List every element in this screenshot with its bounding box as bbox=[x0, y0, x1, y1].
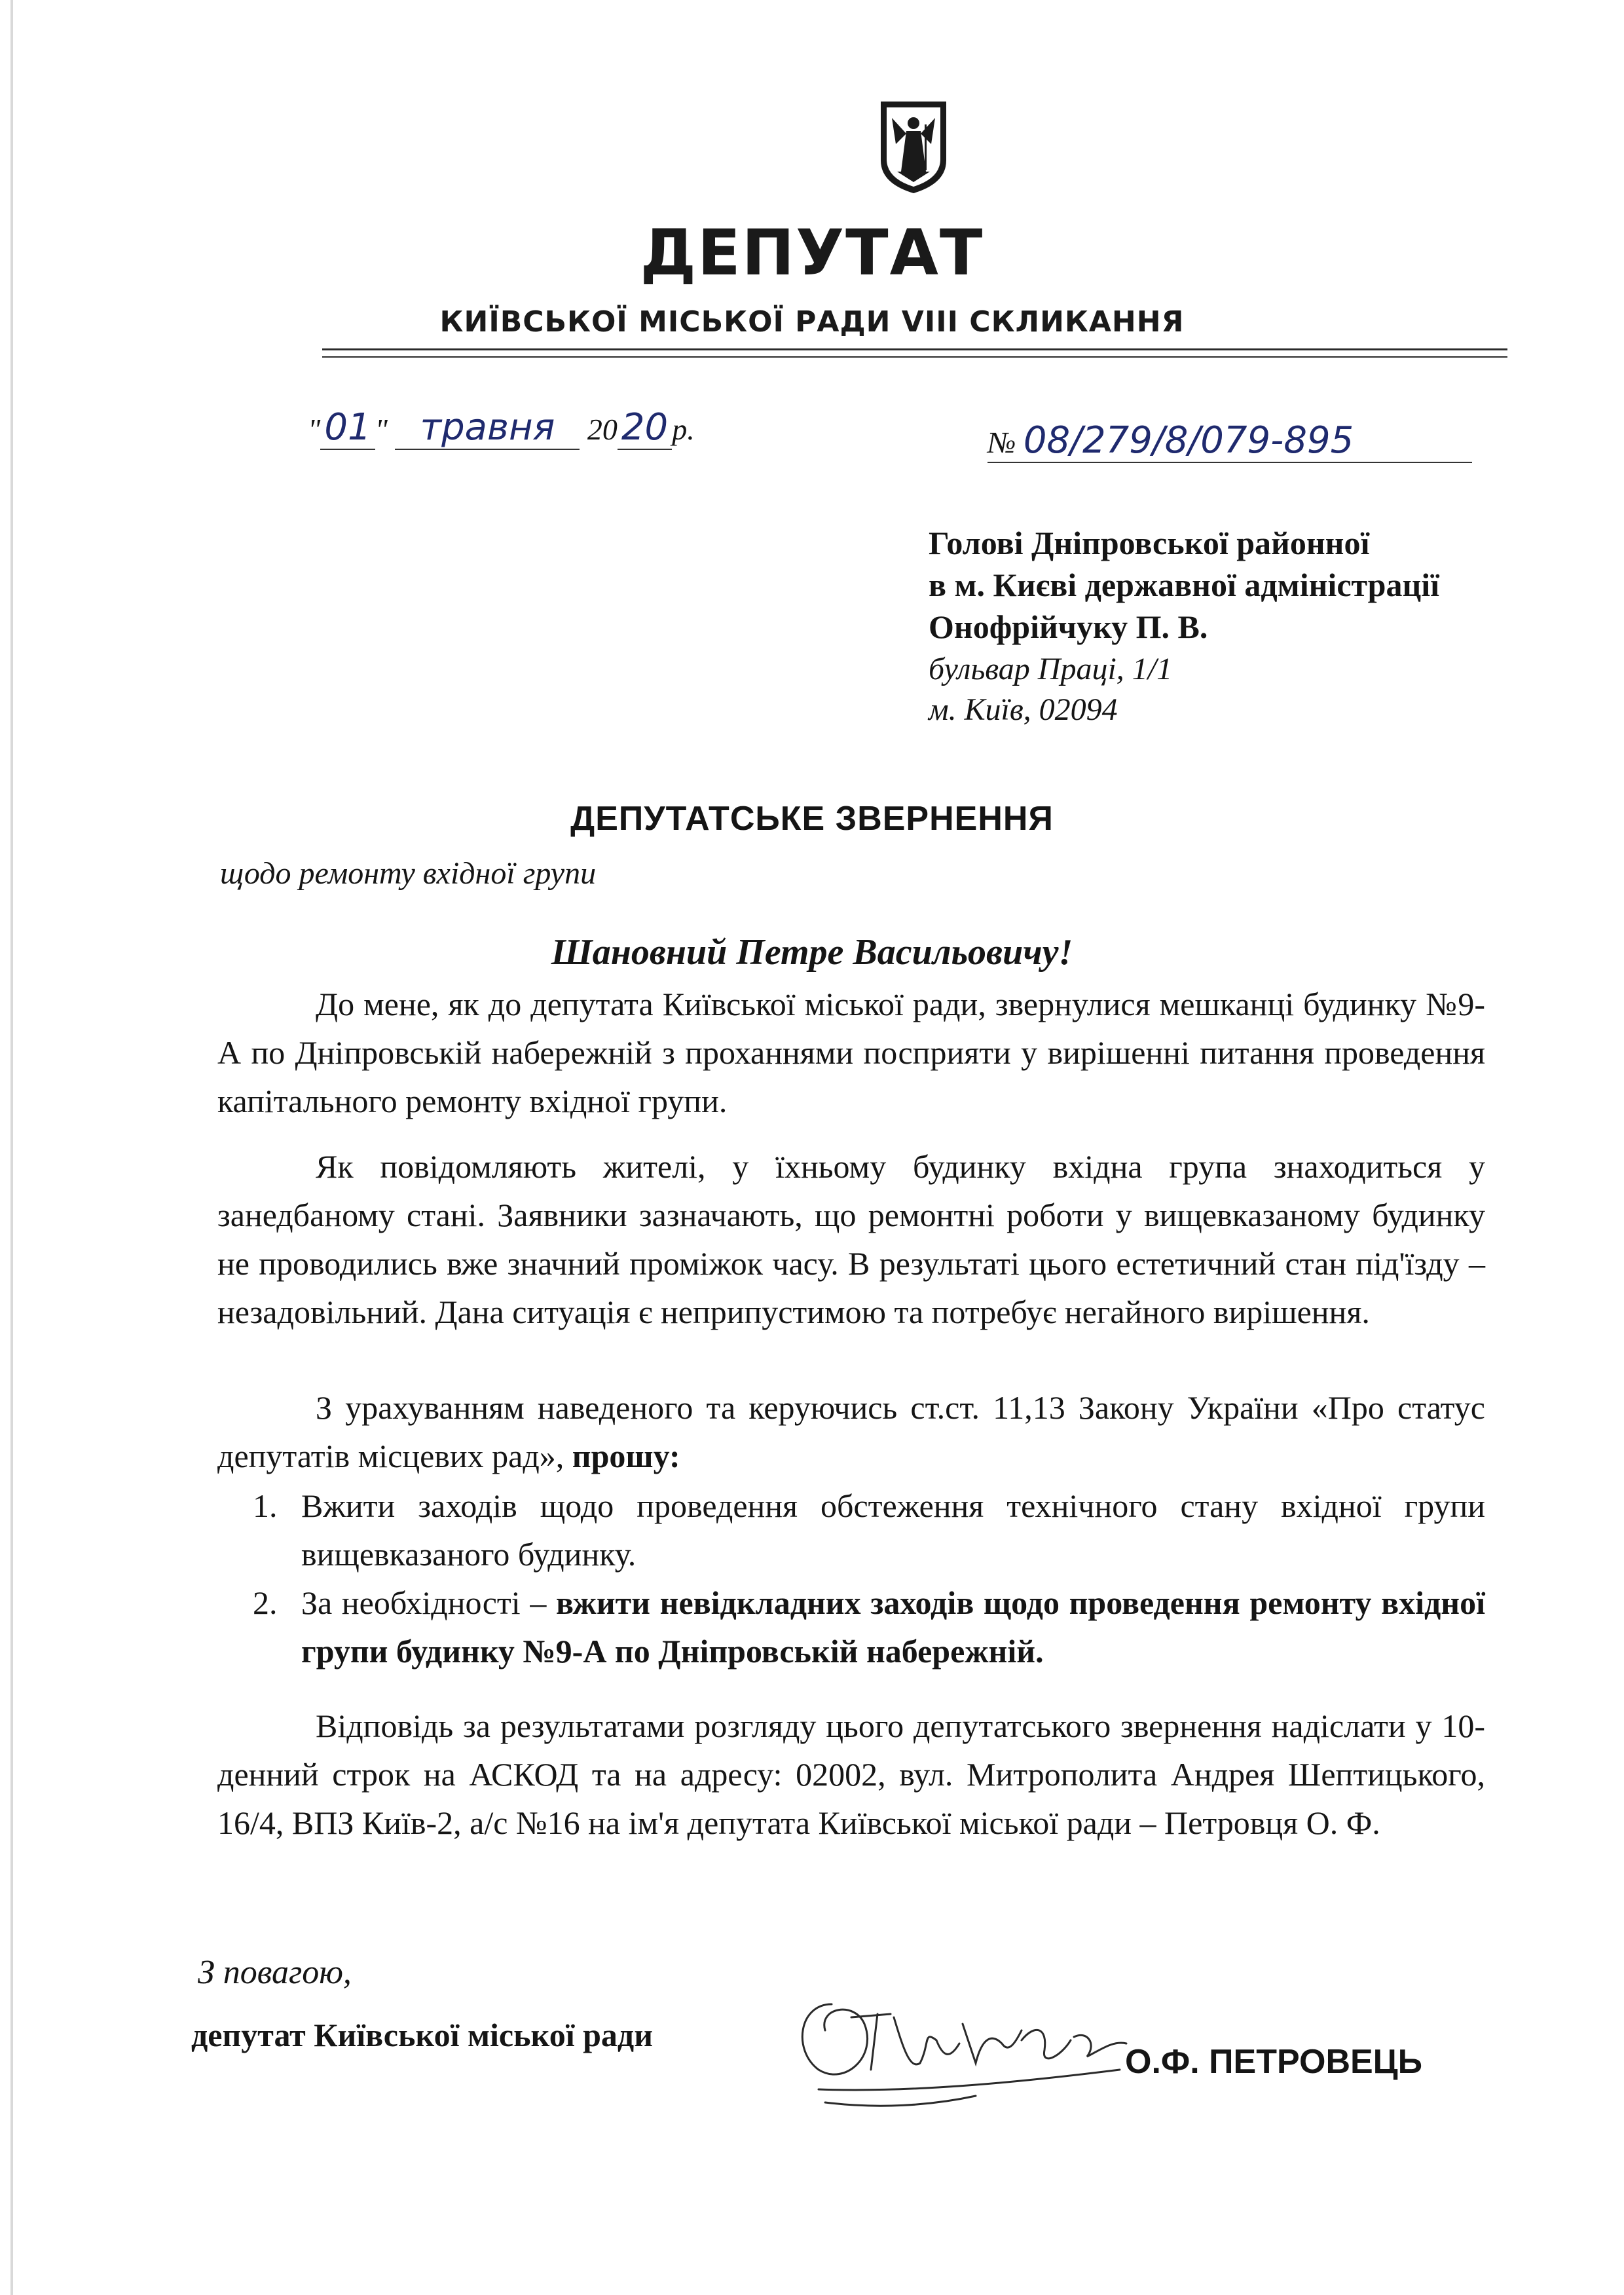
date-suffix: р. bbox=[672, 413, 695, 446]
signatory-name: О.Ф. ПЕТРОВЕЦЬ bbox=[1125, 2043, 1423, 2081]
date-close-quote: " bbox=[375, 413, 388, 446]
letterhead-subtitle: КИЇВСЬКОЇ МІСЬКОЇ РАДИ VIII СКЛИКАННЯ bbox=[439, 305, 1185, 339]
addressee-line-1: Голові Дніпровської районної bbox=[929, 525, 1370, 561]
kyiv-coat-of-arms-icon bbox=[877, 98, 950, 196]
signatory-position: депутат Київської міської ради bbox=[191, 2017, 654, 2053]
body-paragraph-2 bbox=[217, 1142, 1485, 1336]
closing-phrase: З повагою, bbox=[198, 1954, 352, 1991]
body-paragraph-4 bbox=[217, 1702, 1485, 1847]
date-day: 01 bbox=[320, 406, 375, 450]
list-item bbox=[217, 1482, 1485, 1578]
list-item-bold-text: вжити невідкладних заходів щодо проведення ремонту вхідної групи будинку №9-А по Дніпровській набережній. bbox=[301, 1584, 1485, 1670]
paragraph-text: До мене, як до депутата Київської міської ради, звернулися мешканці будинку №9-А по Дніпровській набережній з проханнями посприяти у вирішенні питання проведення капітального ремонту вхідної групи. bbox=[217, 986, 1485, 1119]
addressee-line-3: Онофрійчуку П. В. bbox=[929, 608, 1208, 645]
registration-prefix: № bbox=[987, 426, 1016, 459]
document-title: ДЕПУТАТСЬКЕ ЗВЕРНЕННЯ bbox=[570, 800, 1054, 838]
list-item-text: Вжити заходів щодо проведення обстеження технічного стану вхідної групи вищевказаного будинку. bbox=[301, 1487, 1485, 1573]
registration-value: 08/279/8/079-895 bbox=[1023, 419, 1354, 462]
document-subject: щодо ремонту вхідної групи bbox=[220, 856, 597, 891]
list-item-number: 1. bbox=[253, 1487, 278, 1524]
date-year-prefix: 20 bbox=[587, 413, 618, 446]
scan-edge bbox=[10, 0, 13, 2295]
date-month: травня bbox=[395, 406, 580, 450]
request-keyword: прошу: bbox=[572, 1438, 680, 1474]
greeting: Шановний Петре Васильовичу! bbox=[551, 932, 1073, 973]
paragraph-text: Як повідомляють жителі, у їхньому будинку вхідна група знаходиться у занедбаному стані. Заявники зазначають, що ремонтні роботи у вищевказаному будинку не проводились вже значний проміжок часу. В результаті цього естетичний стан під'їзду – незадовільний. Дана ситуація є неприпустимою та потребує негайного вирішення. bbox=[217, 1148, 1485, 1330]
request-list bbox=[217, 1482, 1485, 1675]
paragraph-text: Відповідь за результатами розгляду цього депутатського звернення надіслати у 10-денний строк на АСКОД та на адресу: 02002, вул. Митрополита Андрея Шептицького, 16/4, ВПЗ Київ-2, а/с №16 на ім'я депутата Київської міської ради – Петровця О. Ф. bbox=[217, 1707, 1485, 1841]
list-item-text: За необхідності – bbox=[301, 1584, 547, 1621]
paragraph-text: З урахуванням наведеного та керуючись ст.ст. 11,13 Закону України «Про статус депутатів місцевих рад», bbox=[217, 1389, 1485, 1474]
letterhead-rule-top bbox=[322, 348, 1507, 350]
list-item-number: 2. bbox=[253, 1584, 278, 1621]
date-open-quote: " bbox=[308, 413, 321, 446]
addressee-line-4: бульвар Праці, 1/1 bbox=[929, 652, 1173, 686]
addressee-line-5: м. Київ, 02094 bbox=[929, 692, 1118, 727]
document-date bbox=[308, 406, 695, 450]
registration-number bbox=[987, 419, 1472, 463]
letterhead-title: ДЕПУТАТ bbox=[640, 216, 984, 289]
list-item bbox=[217, 1578, 1485, 1675]
letterhead-rule-bottom bbox=[322, 356, 1507, 358]
body-paragraph-1 bbox=[217, 980, 1485, 1125]
date-year-suffix: 20 bbox=[618, 406, 672, 450]
handwritten-signature bbox=[779, 1978, 1146, 2116]
body-paragraph-3 bbox=[217, 1383, 1485, 1480]
addressee-line-2: в м. Києві державної адміністрації bbox=[929, 567, 1440, 603]
